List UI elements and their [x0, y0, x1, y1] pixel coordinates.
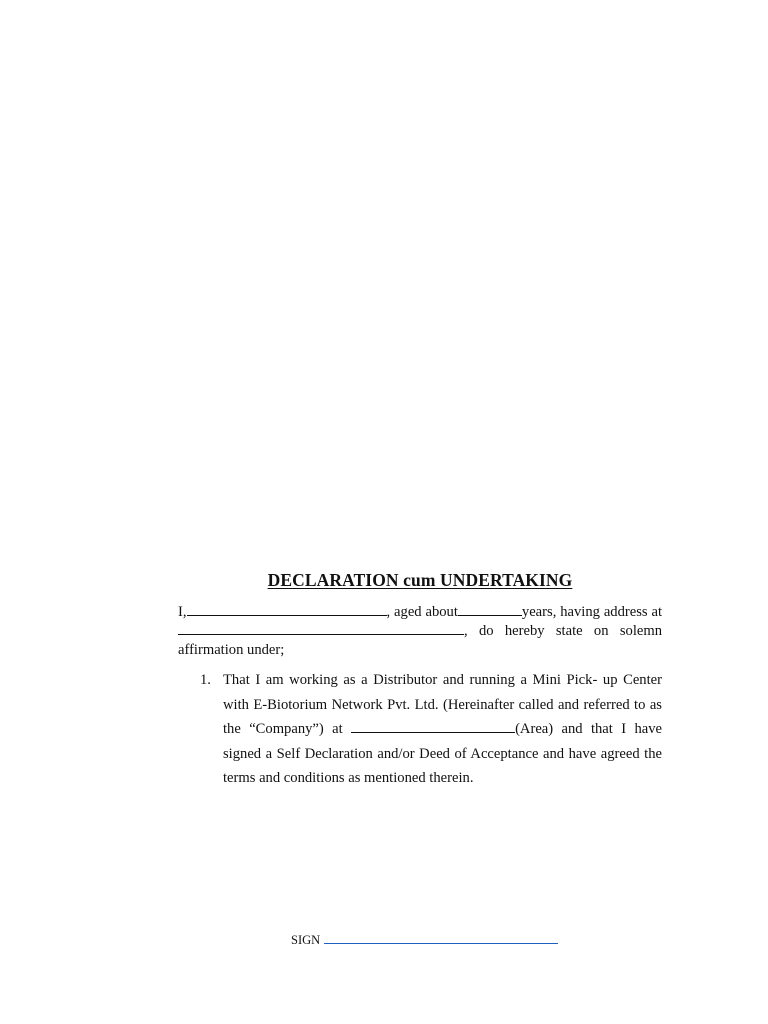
- declaration-list: [178, 668, 662, 791]
- address-blank: [178, 622, 464, 635]
- age-blank: [458, 603, 522, 616]
- document-title: DECLARATION cum UNDERTAKING: [267, 570, 573, 590]
- intro-do-hereby: , do hereby state on solemn affirmation under;: [178, 623, 662, 658]
- list-item: [178, 668, 662, 791]
- name-blank: [187, 603, 387, 616]
- sign-label: SIGN: [291, 933, 321, 947]
- area-blank: [351, 720, 515, 733]
- intro-paragraph: [178, 603, 662, 660]
- signature-row: [291, 932, 558, 948]
- intro-years-having: years, having address at: [521, 604, 663, 620]
- list-item-text-after: (Area) and that I have signed a Self Declaration and/or Deed of Acceptance and have agreed the terms and conditions as mentioned therein.: [223, 721, 662, 787]
- signature-line: [324, 932, 558, 944]
- intro-prefix: I,: [178, 604, 187, 620]
- list-item-text-before: That I am working as a Distributor and running a Mini Pick- up Center with E-Biotorium Network Pvt. Ltd. (Hereinafter called and referred to as the “Company”) at: [223, 672, 662, 738]
- intro-aged-about: , aged about: [386, 604, 458, 620]
- list-item-number: 1.: [200, 672, 211, 688]
